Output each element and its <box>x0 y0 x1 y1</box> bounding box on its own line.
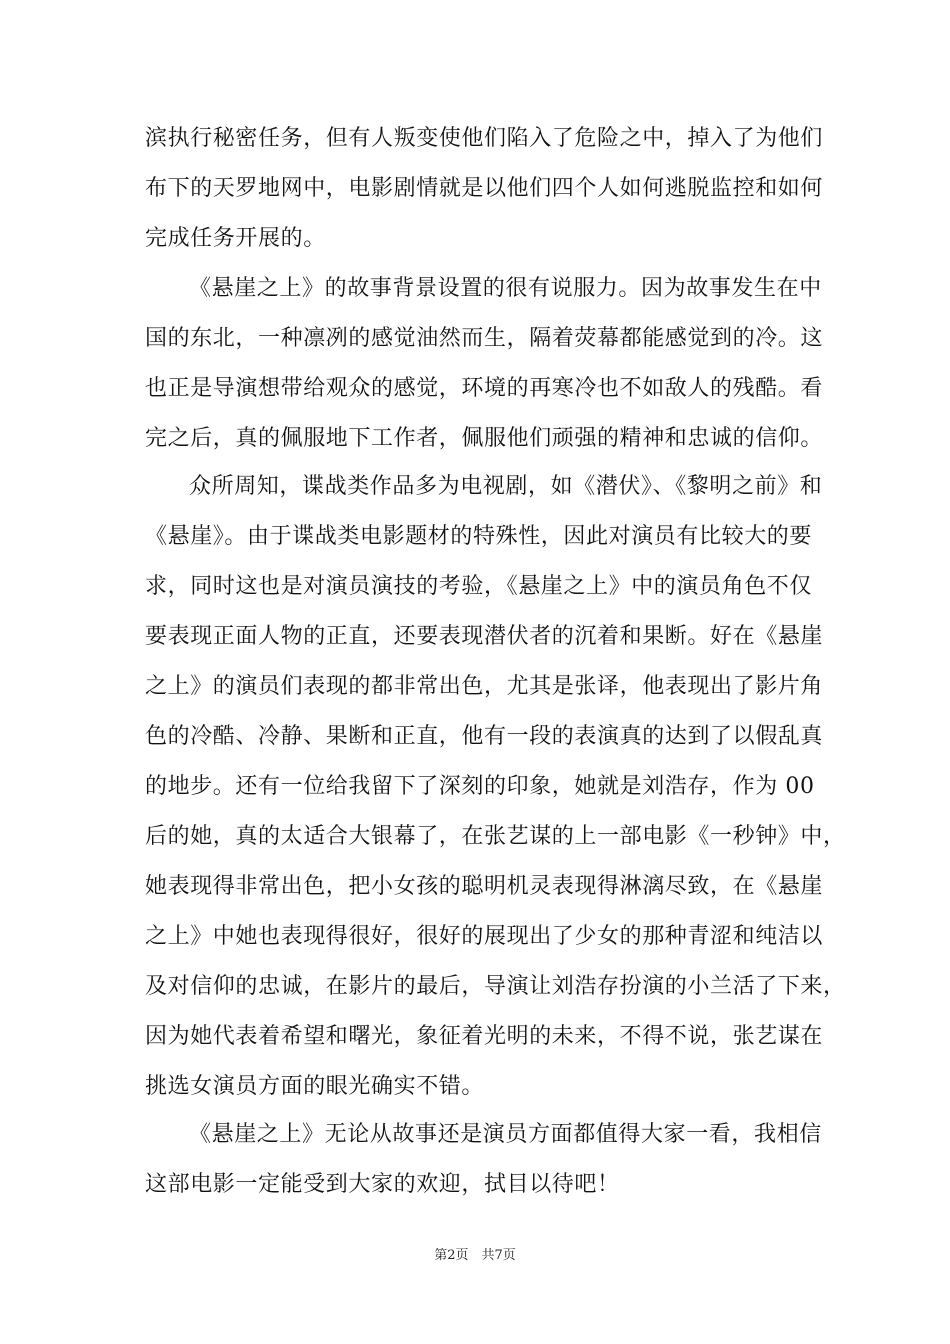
text-line: 《悬崖》。由于谍战类电影题材的特殊性，因此对演员有比较大的要 <box>145 524 813 549</box>
text-line: 也正是导演想带给观众的感觉，环境的再寒冷也不如敌人的残酷。看 <box>145 376 824 401</box>
paragraph-first-line: 众所周知，谍战类作品多为电视剧，如《潜伏》、《黎明之前》和 <box>189 474 823 499</box>
text-line: 及对信仰的忠诚，在影片的最后，导演让刘浩存扮演的小兰活了下来， <box>145 974 846 999</box>
paragraph-first-line: 《悬崖之上》的故事背景设置的很有说服力。因为故事发生在中 <box>189 276 822 301</box>
text-line: 布下的天罗地网中，电影剧情就是以他们四个人如何逃脱监控和如何 <box>145 176 824 201</box>
text-line: 的地步。还有一位给我留下了深刻的印象，她就是刘浩存，作为 00 <box>145 774 815 799</box>
text-line: 后的她，真的太适合大银幕了，在张艺谋的上一部电影《一秒钟》中， <box>145 824 846 849</box>
page-number-footer: 第2页 共7页 <box>434 1248 516 1263</box>
text-line: 这部电影一定能受到大家的欢迎，拭目以待吧！ <box>145 1172 620 1197</box>
text-line: 她表现得非常出色，把小女孩的聪明机灵表现得淋漓尽致，在《悬崖 <box>145 874 824 899</box>
text-line: 之上》的演员们表现的都非常出色，尤其是张译，他表现出了影片角 <box>145 674 824 699</box>
text-line: 挑选女演员方面的眼光确实不错。 <box>145 1074 485 1099</box>
text-line: 要表现正面人物的正直，还要表现潜伏者的沉着和果断。好在《悬崖 <box>145 624 824 649</box>
text-line: 之上》中她也表现得很好，很好的展现出了少女的那种青涩和纯洁以 <box>145 924 824 949</box>
text-line: 完成任务开展的。 <box>145 226 326 251</box>
text-line: 求，同时这也是对演员演技的考验，《悬崖之上》中的演员角色不仅 <box>145 574 813 599</box>
text-line: 滨执行秘密任务，但有人叛变使他们陷入了危险之中，掉入了为他们 <box>145 126 824 151</box>
text-line: 国的东北，一种凛冽的感觉油然而生，隔着荧幕都能感觉到的冷。这 <box>145 326 824 351</box>
text-line: 完之后，真的佩服地下工作者，佩服他们顽强的精神和忠诚的信仰。 <box>145 426 824 451</box>
paragraph-first-line: 《悬崖之上》无论从故事还是演员方面都值得大家一看，我相信 <box>189 1122 822 1147</box>
text-line: 色的冷酷、冷静、果断和正直，他有一段的表演真的达到了以假乱真 <box>145 724 824 749</box>
text-line: 因为她代表着希望和曙光，象征着光明的未来，不得不说，张艺谋在 <box>145 1024 824 1049</box>
